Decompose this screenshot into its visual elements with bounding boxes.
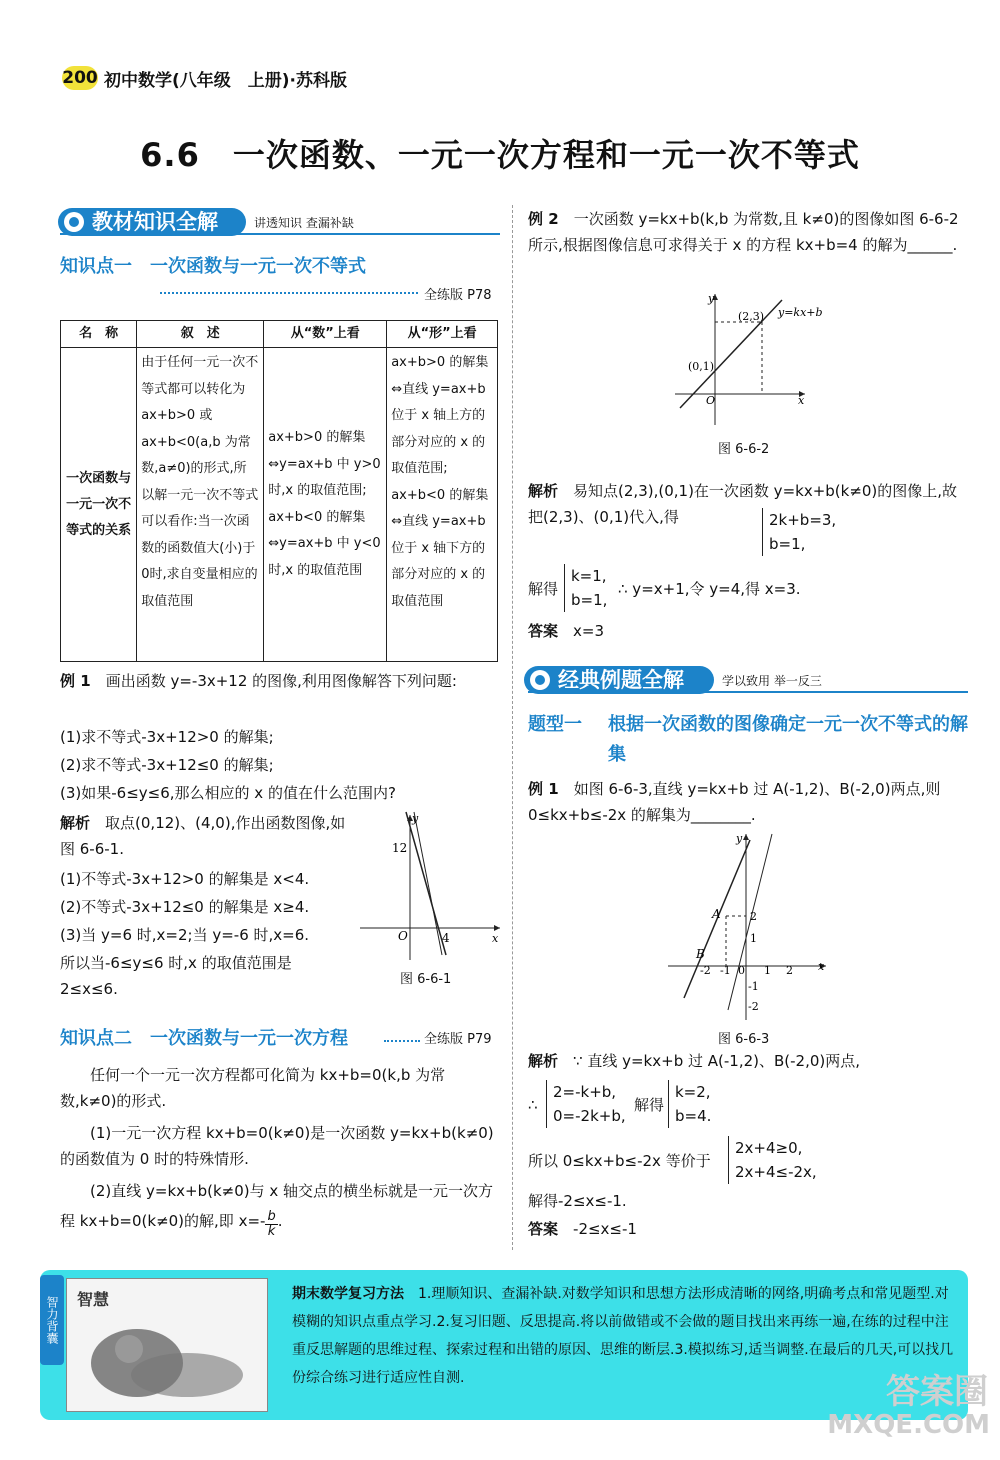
banner-title: 经典例题全解 (558, 668, 684, 692)
tick: -2 (748, 1000, 759, 1013)
equation-system (668, 1080, 711, 1128)
line-label: y=kx+b (778, 306, 823, 319)
solution-text-2: 所以 0≤kx+b≤-2x 等价于 (528, 1152, 711, 1170)
answer-label: 答案 (528, 1220, 559, 1238)
answer (528, 1216, 637, 1242)
origin-label: O (398, 929, 408, 943)
table-cell-shape-1: ax+b>0 的解集⇔直线 y=ax+b 位于 x 轴上方的部分对应的 x 的取值范围; (391, 355, 489, 476)
figure-caption: 图 6-6-1 (400, 972, 452, 987)
solve-label: 解得 (634, 1096, 665, 1114)
solution-label: 解析 (528, 1052, 559, 1070)
table-cell-desc: 由于任何一元一次不等式都可以转化为 ax+b>0 或 ax+b<0(a,b 为常数,a≠0)的形式,所以解一元一次不等式可以看作:当一次函数的函数值大(小)于0时,求自变量相应的取值范围 (137, 348, 264, 662)
example-1-q1: (1)求不等式-3x+12>0 的解集; (60, 728, 274, 746)
knowledge-point-2-title: 知识点二 一次函数与一元一次方程 (60, 1028, 348, 1049)
equation-system (728, 1136, 817, 1184)
equation: b=4. (675, 1107, 712, 1125)
book-title: 初中数学(八年级 上册)·苏科版 (104, 71, 347, 91)
tick: -2 (700, 964, 711, 977)
dotted-leader (384, 1040, 420, 1042)
solution-label: 解析 (528, 482, 559, 500)
example-3-solution (528, 1048, 970, 1074)
banner-title: 教材知识全解 (92, 210, 218, 234)
tick: -1 (748, 980, 759, 993)
equation: 2x+4≤-2x, (735, 1163, 817, 1181)
banner-subtitle: 讲透知识 查漏补缺 (254, 216, 354, 230)
y-label: y (412, 812, 419, 825)
example-1-q2: (2)求不等式-3x+12≤0 的解集; (60, 756, 274, 774)
equation: k=2, (675, 1083, 711, 1101)
equation: 2x+4≥0, (735, 1139, 803, 1157)
knowledge-point-2-ref: 全练版 P79 (424, 1032, 492, 1047)
kp2-text: (2)直线 y=kx+b(k≠0)与 x 轴交点的横坐标就是一元一次方程 kx+b=0(k≠0)的解,即 x=- (60, 1182, 494, 1230)
tick-4: 4 (442, 931, 450, 945)
y-label: y (708, 292, 715, 305)
solution-text: 取点(0,12)、(4,0),作出函数图像,如图 6-6-1. (60, 814, 346, 858)
y-label: y (736, 832, 743, 845)
tick: 2 (786, 964, 793, 977)
tick-12: 12 (392, 841, 408, 855)
table-cell-num (264, 348, 387, 662)
illustration-graphic (67, 1279, 267, 1411)
example-label: 例 2 (528, 210, 559, 228)
figure-6-6-3 (664, 830, 834, 1026)
section-banner-textbook (58, 208, 246, 236)
kp2-paragraph-2 (60, 1178, 500, 1239)
function-line-2 (414, 812, 442, 955)
tick: 2 (750, 910, 757, 923)
y-axis-arrow (743, 834, 749, 840)
figure-6-6-2 (670, 290, 840, 430)
solution-text: 易知点(2,3),(0,1)在一次函数 y=kx+b(k≠0)的图像上,故把(2,3)、(0,1)代入,得 (528, 482, 958, 526)
tick: 0 (738, 964, 745, 977)
table-cell-num-2: ax+b<0 的解集⇔y=ax+b 中 y<0 时,x 的取值范围 (268, 509, 381, 578)
table-cell-name: 一次函数与一元一次不等式的关系 (61, 348, 137, 662)
table-cell-num-1: ax+b>0 的解集⇔y=ax+b 中 y>0 时,x 的取值范围; (268, 430, 381, 498)
tip-tab: 智力背囊 (40, 1275, 64, 1365)
equation: b=1, (769, 535, 806, 553)
x-axis-arrow (494, 925, 500, 931)
fraction (265, 1210, 277, 1239)
table-cell-shape (387, 348, 498, 662)
example-1-s3: (3)当 y=6 时,x=2;当 y=-6 时,x=6. (60, 926, 310, 944)
x-label: x (492, 932, 499, 945)
table-cell-shape-2: ax+b<0 的解集⇔直线 y=ax+b 位于 x 轴下方的部分对应的 x 的取值范围 (391, 487, 489, 609)
solution-text-3: 解得-2≤x≤-1. (528, 1192, 627, 1210)
solution-conclusion: ∴ y=x+1,令 y=4,得 x=3. (618, 580, 801, 598)
table-header: 从“形”上看 (387, 321, 498, 348)
knowledge-point-1-title: 知识点一 一次函数与一元一次不等式 (60, 256, 366, 277)
x-label: x (818, 960, 825, 973)
example-1-solution-intro (60, 810, 350, 862)
knowledge-table (60, 320, 498, 662)
figure-6-6-1 (350, 810, 510, 970)
figure-caption: 图 6-6-3 (718, 1032, 770, 1047)
therefore-symbol: ∴ (528, 1096, 538, 1114)
tip-body: 1.理顺知识、查漏补缺.对数学知识和思想方法形成清晰的网络,明确考点和常见题型.对模糊的知识点重点学习.2.复习旧题、反思提高.将以前做错或不会做的题目找出来再练一遍,在练的过程中注重反思解题的思维过程、探索过程和出错的原因、思维的断层.3.模拟练习,适当调整.在最后的几天,可以找几份综合练习进行适应性自测. (292, 1286, 954, 1386)
example-label: 例 1 (528, 780, 559, 798)
tick: -1 (720, 964, 731, 977)
equation-system (564, 564, 607, 612)
knowledge-point-1-ref: 全练版 P78 (424, 288, 492, 303)
kp2-paragraph-0: 任何一个一元一次方程都可化简为 kx+b=0(k,b 为常数,k≠0)的形式. (60, 1066, 446, 1110)
banner-underline (528, 691, 968, 693)
example-2-solution (528, 478, 970, 530)
page-number: 200 (62, 68, 98, 88)
solve-label: 解得 (528, 580, 559, 598)
banner-icon (530, 670, 550, 690)
answer (528, 618, 604, 644)
question-type-title: 根据一次函数的图像确定一元一次不等式的解集 (608, 714, 968, 765)
example-1-question (60, 668, 500, 694)
equation: 0=-2k+b, (553, 1107, 626, 1125)
example-text: 如图 6-6-3,直线 y=kx+b 过 A(-1,2)、B(-2,0)两点,则 0≤kx+b≤-2x 的解集为________. (528, 780, 941, 824)
watermark-logo: 答案圈 (886, 1372, 988, 1412)
function-line (680, 300, 782, 408)
banner-subtitle: 学以致用 举一反三 (722, 674, 822, 688)
tick: 1 (764, 964, 771, 977)
dotted-leader (160, 292, 418, 294)
equation: 2k+b=3, (769, 511, 837, 529)
example-1-q3: (3)如果-6≤y≤6,那么相应的 x 的值在什么范围内? (60, 784, 396, 802)
example-3-question (528, 776, 970, 828)
banner-icon (64, 212, 84, 232)
table-header: 从“数”上看 (264, 321, 387, 348)
x-label: x (798, 394, 805, 407)
equation: 2=-k+b, (553, 1083, 617, 1101)
example-1-s4: 所以当-6≤y≤6 时,x 的取值范围是 2≤x≤6. (60, 954, 292, 998)
tip-text (292, 1280, 960, 1392)
fraction-numerator: b (267, 1209, 276, 1224)
point-a-label: A (712, 907, 721, 921)
kp2-paragraph-1: (1)一元一次方程 kx+b=0(k≠0)是一次函数 y=kx+b(k≠0)的函数值为 0 时的特殊情形. (60, 1124, 494, 1168)
table-header: 叙 述 (137, 321, 264, 348)
function-line (406, 812, 446, 955)
point-label: (0,1) (688, 360, 715, 373)
question-type-label: 题型一 (528, 714, 582, 735)
figure-caption: 图 6-6-2 (718, 442, 770, 457)
solution-text: ∵ 直线 y=kx+b 过 A(-1,2)、B(-2,0)两点, (573, 1052, 861, 1070)
equation: b=1, (571, 591, 608, 609)
example-text: 一次函数 y=kx+b(k,b 为常数,且 k≠0)的图像如图 6-6-2所示,根据图像信息可求得关于 x 的方程 kx+b=4 的解为______. (528, 210, 959, 254)
kp2-end: . (277, 1212, 283, 1230)
example-2-question (528, 206, 970, 258)
origin-label: O (706, 394, 716, 407)
illustration-caption: 智慧 (77, 1290, 110, 1309)
equation-system (762, 508, 836, 556)
example-text: 画出函数 y=-3x+12 的图像,利用图像解答下列问题: (105, 672, 457, 690)
fraction-denominator: k (267, 1224, 276, 1239)
column-divider (512, 205, 513, 1250)
example-1-s2: (2)不等式-3x+12≤0 的解集是 x≥4. (60, 898, 310, 916)
answer-label: 答案 (528, 622, 559, 640)
equation: k=1, (571, 567, 607, 585)
page-title: 6.6 一次函数、一元一次方程和一元一次不等式 (140, 136, 860, 174)
banner-underline (60, 233, 500, 235)
section-banner-examples (524, 666, 714, 694)
answer-value: x=3 (573, 622, 605, 640)
point-b-label: B (696, 947, 705, 961)
answer-value: -2≤x≤-1 (573, 1220, 637, 1238)
watermark-url: MXQE.COM (827, 1410, 990, 1440)
example-label: 例 1 (60, 672, 91, 690)
equation-system (546, 1080, 626, 1128)
tip-illustration (66, 1278, 268, 1412)
point-label: (2,3) (738, 310, 765, 323)
tick: 1 (750, 932, 757, 945)
tip-title: 期末数学复习方法 (292, 1286, 404, 1302)
solution-label: 解析 (60, 814, 91, 832)
example-1-s1: (1)不等式-3x+12>0 的解集是 x<4. (60, 870, 310, 888)
table-header: 名 称 (61, 321, 137, 348)
